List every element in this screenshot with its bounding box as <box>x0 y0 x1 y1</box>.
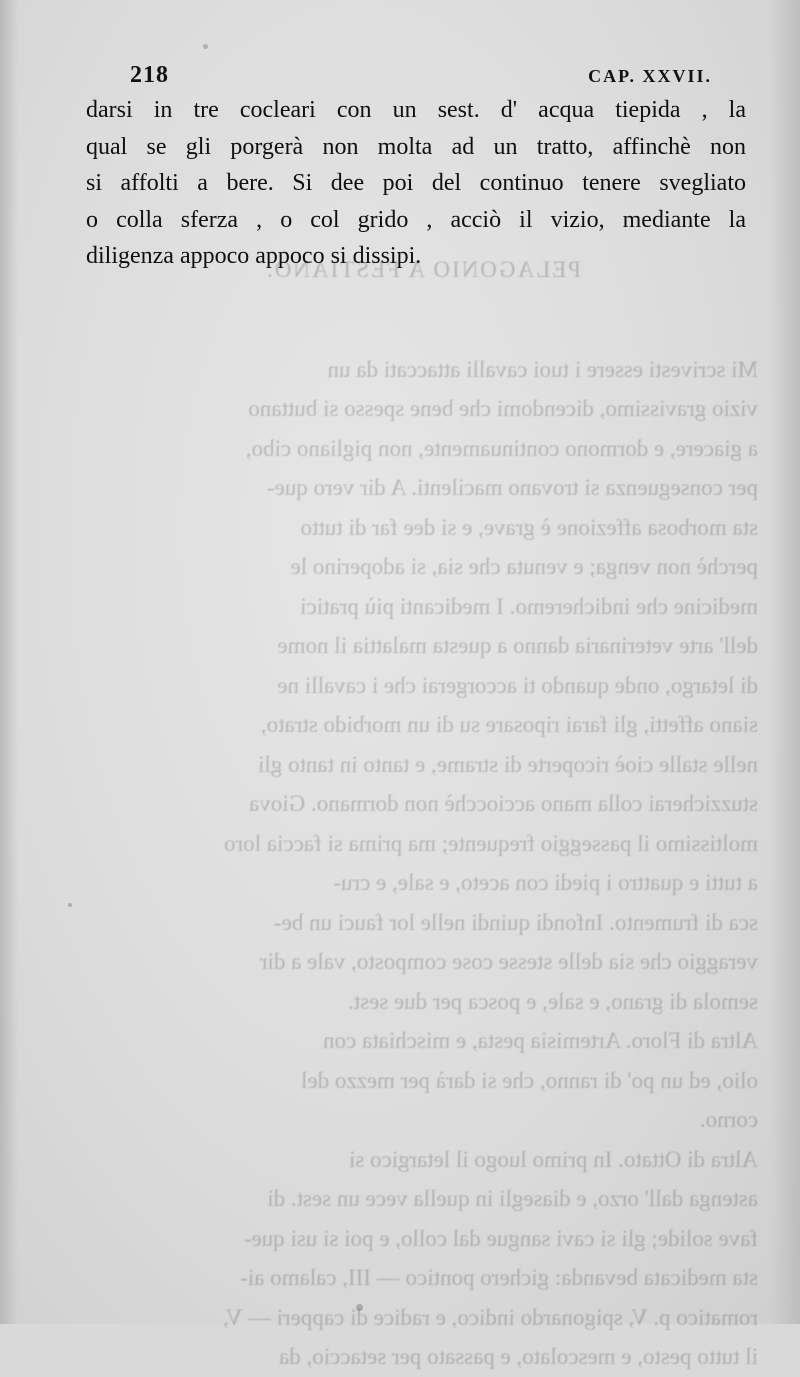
ink-speck <box>356 1304 363 1311</box>
text-line: si affolti a bere. Si dee poi del continuo tenere svegliato <box>86 170 746 196</box>
text-line: o colla sferza , o col grido , acciò il vizio, mediante la <box>86 206 746 233</box>
running-header <box>130 62 712 92</box>
page-right-shadow <box>770 0 800 1324</box>
ink-speck <box>68 903 72 907</box>
ink-speck <box>203 44 208 49</box>
page-left-shadow <box>0 0 18 1324</box>
body-paragraph <box>86 92 746 275</box>
text-line: qual se gli porgerà non molta ad un tratto, affinchè non <box>86 133 746 160</box>
page-number: 218 <box>130 62 169 88</box>
text-line: diligenza appoco appoco si dissipi. <box>86 243 422 269</box>
show-through-text: PELAGONIO A FESTIANO. Mi scrivesti essere i tuoi cavalli attaccati da un vizio gravissimo, dicendomi che bene spesso si buttano a giacere, e dormono continuamente, non pigliano cibo, per conseguenza si trovano macilenti. A dir vero que- sta morbosa affezione è grave, e si dee far di tutto perchè non venga; e venuta che sia, si adoperino le medicine che indicheremo. I medicanti più pratici dell' arte veterinaria danno a questa malattia il nome di letargo, onde quando ti accorgerai che i cavalli ne siano affetti, gli farai riposare su di un morbido strato, nelle stalle cioè ricoperte di strame, e tanto in tanto gli stuzzicherai colla mano acciocchè non dormano. Giova moltissimo il passeggio frequente; ma prima si faccia loro a tutti e quattro i piedi con aceto, e sale, e cru- sca di frumento. Infondi quindi nelle lor fauci un be- veraggio che sia delle stesse cose composto, vale a dir semola di grano, e sale, e posca per due sest. Altra di Floro. Artemisia pesta, e mischiata con olio, ed un po' di ranno, che si darà per mezzo del corno. Altra di Ottato. In primo luogo il letargico si astenga dall' orzo, e diasegli in quella vece un sest. di fave solide; gli si cavi sangue dal collo, e poi si usi que- sta medicata bevanda: gichero pontico — III, calamo ai- romatico p. V, spigonardo indico, e radice di capperi — V, il tutto pesto, e mescolato, e passato per setaccio, da <box>223 257 758 1369</box>
chapter-heading: CAP. XXVII. <box>588 66 712 86</box>
text-line: darsi in tre cocleari con un sest. d' acqua tiepida , la <box>86 97 746 123</box>
